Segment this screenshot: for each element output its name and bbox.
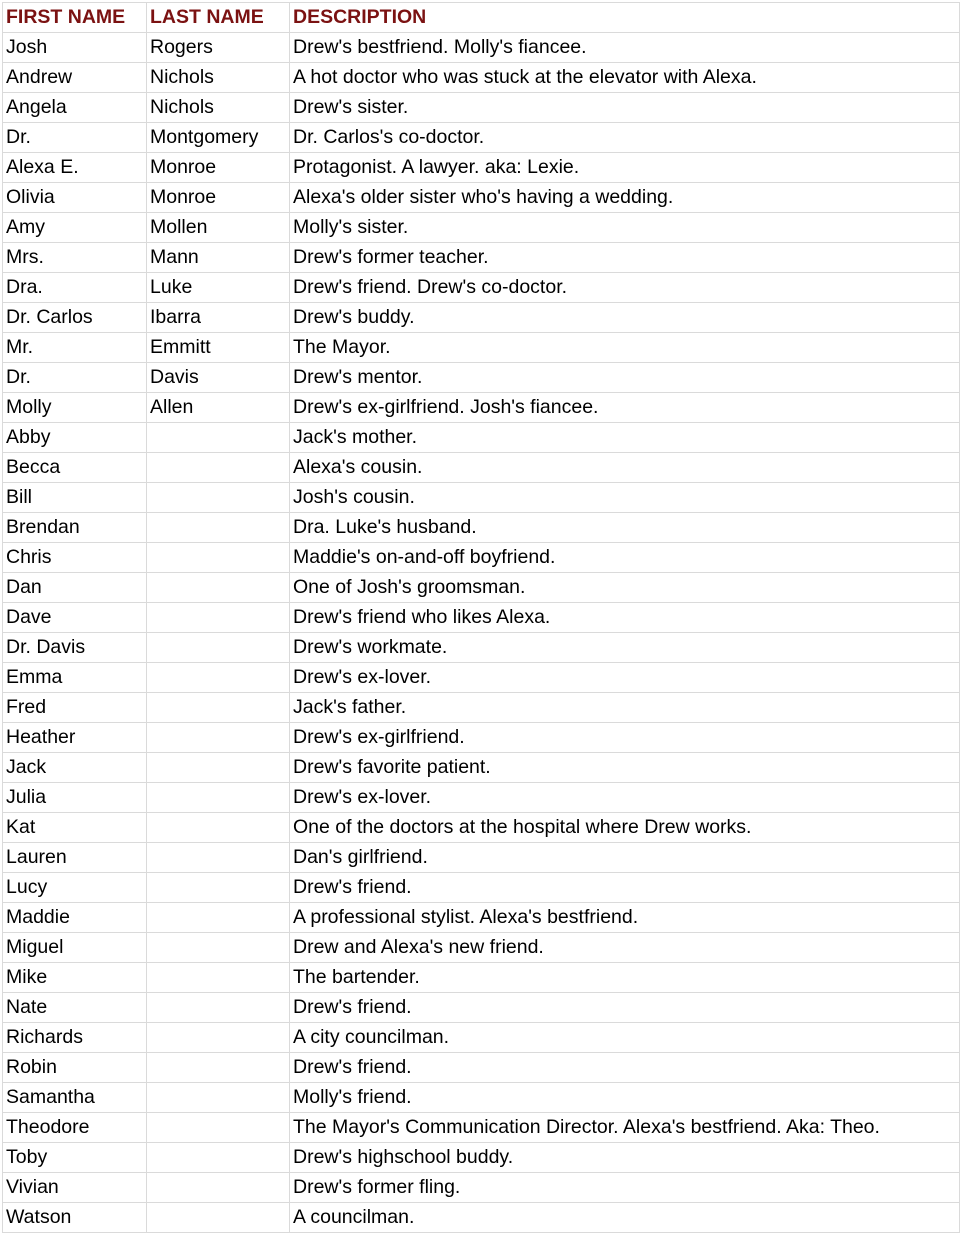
first-name-cell[interactable]: Mrs. — [3, 243, 147, 273]
table-row — [3, 753, 960, 783]
last-name-cell[interactable] — [147, 1173, 290, 1203]
first-name-cell[interactable]: Mr. — [3, 333, 147, 363]
first-name-cell[interactable]: Becca — [3, 453, 147, 483]
table-row — [3, 693, 960, 723]
last-name-cell[interactable] — [147, 723, 290, 753]
description-cell[interactable]: Drew's friend. Drew's co-doctor. — [290, 273, 960, 303]
description-cell[interactable]: Drew's former fling. — [290, 1173, 960, 1203]
first-name-cell[interactable]: Dr. Carlos — [3, 303, 147, 333]
table-row — [3, 423, 960, 453]
table-row — [3, 303, 960, 333]
last-name-cell[interactable]: Monroe — [147, 153, 290, 183]
table-row — [3, 183, 960, 213]
description-cell[interactable]: Drew's favorite patient. — [290, 753, 960, 783]
description-cell[interactable]: Drew's ex-lover. — [290, 783, 960, 813]
first-name-cell[interactable]: Dr. Davis — [3, 633, 147, 663]
description-cell[interactable]: Drew and Alexa's new friend. — [290, 933, 960, 963]
description-cell[interactable]: A councilman. — [290, 1203, 960, 1233]
description-cell[interactable]: The Mayor. — [290, 333, 960, 363]
table-row — [3, 513, 960, 543]
first-name-cell[interactable]: Lucy — [3, 873, 147, 903]
description-cell[interactable]: Drew's workmate. — [290, 633, 960, 663]
last-name-cell[interactable] — [147, 633, 290, 663]
description-cell[interactable]: Dan's girlfriend. — [290, 843, 960, 873]
last-name-cell[interactable] — [147, 1143, 290, 1173]
last-name-cell[interactable] — [147, 873, 290, 903]
first-name-cell[interactable]: Andrew — [3, 63, 147, 93]
last-name-cell[interactable] — [147, 1113, 290, 1143]
last-name-cell[interactable] — [147, 573, 290, 603]
first-name-cell[interactable]: Maddie — [3, 903, 147, 933]
first-name-cell[interactable]: Molly — [3, 393, 147, 423]
description-cell[interactable]: Drew's bestfriend. Molly's fiancee. — [290, 33, 960, 63]
last-name-cell[interactable] — [147, 423, 290, 453]
last-name-cell[interactable] — [147, 843, 290, 873]
description-cell[interactable]: The bartender. — [290, 963, 960, 993]
character-table — [2, 2, 960, 1233]
last-name-cell[interactable] — [147, 693, 290, 723]
last-name-cell[interactable]: Ibarra — [147, 303, 290, 333]
header-description[interactable]: DESCRIPTION — [290, 3, 960, 33]
first-name-cell[interactable]: Fred — [3, 693, 147, 723]
table-row — [3, 393, 960, 423]
first-name-cell[interactable]: Amy — [3, 213, 147, 243]
first-name-cell[interactable]: Brendan — [3, 513, 147, 543]
description-cell[interactable]: Drew's highschool buddy. — [290, 1143, 960, 1173]
table-row — [3, 243, 960, 273]
header-row — [3, 3, 960, 33]
table-row — [3, 1143, 960, 1173]
description-cell[interactable]: Dr. Carlos's co-doctor. — [290, 123, 960, 153]
last-name-cell[interactable] — [147, 453, 290, 483]
first-name-cell[interactable]: Vivian — [3, 1173, 147, 1203]
table-row — [3, 93, 960, 123]
description-cell[interactable]: Drew's friend. — [290, 1053, 960, 1083]
first-name-cell[interactable]: Dr. — [3, 123, 147, 153]
description-cell[interactable]: Jack's mother. — [290, 423, 960, 453]
table-row — [3, 813, 960, 843]
last-name-cell[interactable] — [147, 663, 290, 693]
last-name-cell[interactable] — [147, 753, 290, 783]
table-row — [3, 1023, 960, 1053]
last-name-cell[interactable]: Nichols — [147, 63, 290, 93]
first-name-cell[interactable]: Bill — [3, 483, 147, 513]
description-cell[interactable]: Drew's former teacher. — [290, 243, 960, 273]
first-name-cell[interactable]: Chris — [3, 543, 147, 573]
table-row — [3, 873, 960, 903]
description-cell[interactable]: Drew's buddy. — [290, 303, 960, 333]
table-row — [3, 273, 960, 303]
table-row — [3, 153, 960, 183]
description-cell[interactable]: Alexa's cousin. — [290, 453, 960, 483]
last-name-cell[interactable]: Luke — [147, 273, 290, 303]
description-cell[interactable]: One of the doctors at the hospital where Drew works. — [290, 813, 960, 843]
table-row — [3, 123, 960, 153]
description-cell[interactable]: A hot doctor who was stuck at the elevator with Alexa. — [290, 63, 960, 93]
table-row — [3, 603, 960, 633]
last-name-cell[interactable] — [147, 813, 290, 843]
table-body — [3, 33, 960, 1233]
last-name-cell[interactable] — [147, 963, 290, 993]
description-cell[interactable]: The Mayor's Communication Director. Alexa's bestfriend. Aka: Theo. — [290, 1113, 960, 1143]
first-name-cell[interactable]: Miguel — [3, 933, 147, 963]
first-name-cell[interactable]: Richards — [3, 1023, 147, 1053]
last-name-cell[interactable]: Mollen — [147, 213, 290, 243]
last-name-cell[interactable]: Mann — [147, 243, 290, 273]
table-row — [3, 933, 960, 963]
first-name-cell[interactable]: Alexa E. — [3, 153, 147, 183]
last-name-cell[interactable]: Rogers — [147, 33, 290, 63]
last-name-cell[interactable] — [147, 783, 290, 813]
first-name-cell[interactable]: Abby — [3, 423, 147, 453]
first-name-cell[interactable]: Dan — [3, 573, 147, 603]
table-row — [3, 213, 960, 243]
table-row — [3, 543, 960, 573]
description-cell[interactable]: Dra. Luke's husband. — [290, 513, 960, 543]
header-first-name[interactable]: FIRST NAME — [3, 3, 147, 33]
last-name-cell[interactable] — [147, 903, 290, 933]
last-name-cell[interactable]: Monroe — [147, 183, 290, 213]
first-name-cell[interactable]: Heather — [3, 723, 147, 753]
table-row — [3, 723, 960, 753]
first-name-cell[interactable]: Mike — [3, 963, 147, 993]
first-name-cell[interactable]: Dr. — [3, 363, 147, 393]
last-name-cell[interactable] — [147, 1053, 290, 1083]
first-name-cell[interactable]: Emma — [3, 663, 147, 693]
first-name-cell[interactable]: Jack — [3, 753, 147, 783]
first-name-cell[interactable]: Samantha — [3, 1083, 147, 1113]
last-name-cell[interactable]: Montgomery — [147, 123, 290, 153]
description-cell[interactable]: A professional stylist. Alexa's bestfriend. — [290, 903, 960, 933]
description-cell[interactable]: Drew's friend. — [290, 873, 960, 903]
first-name-cell[interactable]: Lauren — [3, 843, 147, 873]
table-row — [3, 903, 960, 933]
last-name-cell[interactable] — [147, 483, 290, 513]
table-row — [3, 663, 960, 693]
last-name-cell[interactable] — [147, 543, 290, 573]
first-name-cell[interactable]: Kat — [3, 813, 147, 843]
last-name-cell[interactable] — [147, 993, 290, 1023]
description-cell[interactable]: Molly's friend. — [290, 1083, 960, 1113]
description-cell[interactable]: Drew's ex-girlfriend. Josh's fiancee. — [290, 393, 960, 423]
first-name-cell[interactable]: Angela — [3, 93, 147, 123]
description-cell[interactable]: Molly's sister. — [290, 213, 960, 243]
table-row — [3, 1083, 960, 1113]
first-name-cell[interactable]: Dra. — [3, 273, 147, 303]
table-row — [3, 363, 960, 393]
table-row — [3, 633, 960, 663]
description-cell[interactable]: Alexa's older sister who's having a wedding. — [290, 183, 960, 213]
description-cell[interactable]: Drew's ex-girlfriend. — [290, 723, 960, 753]
description-cell[interactable]: Jack's father. — [290, 693, 960, 723]
description-cell[interactable]: Drew's friend. — [290, 993, 960, 1023]
table-row — [3, 1053, 960, 1083]
last-name-cell[interactable]: Allen — [147, 393, 290, 423]
table-row — [3, 1113, 960, 1143]
first-name-cell[interactable]: Robin — [3, 1053, 147, 1083]
table-row — [3, 993, 960, 1023]
last-name-cell[interactable]: Emmitt — [147, 333, 290, 363]
table-row — [3, 1203, 960, 1233]
description-cell[interactable]: One of Josh's groomsman. — [290, 573, 960, 603]
first-name-cell[interactable]: Nate — [3, 993, 147, 1023]
table-row — [3, 483, 960, 513]
table-row — [3, 1173, 960, 1203]
table-row — [3, 33, 960, 63]
table-row — [3, 333, 960, 363]
table-row — [3, 63, 960, 93]
first-name-cell[interactable]: Dave — [3, 603, 147, 633]
table-row — [3, 963, 960, 993]
last-name-cell[interactable] — [147, 513, 290, 543]
first-name-cell[interactable]: Josh — [3, 33, 147, 63]
last-name-cell[interactable] — [147, 1203, 290, 1233]
first-name-cell[interactable]: Olivia — [3, 183, 147, 213]
description-cell[interactable]: A city councilman. — [290, 1023, 960, 1053]
table-row — [3, 783, 960, 813]
description-cell[interactable]: Drew's mentor. — [290, 363, 960, 393]
first-name-cell[interactable]: Watson — [3, 1203, 147, 1233]
description-cell[interactable]: Drew's ex-lover. — [290, 663, 960, 693]
last-name-cell[interactable]: Nichols — [147, 93, 290, 123]
header-last-name[interactable]: LAST NAME — [147, 3, 290, 33]
table-row — [3, 453, 960, 483]
description-cell[interactable]: Drew's friend who likes Alexa. — [290, 603, 960, 633]
first-name-cell[interactable]: Julia — [3, 783, 147, 813]
description-cell[interactable]: Maddie's on-and-off boyfriend. — [290, 543, 960, 573]
last-name-cell[interactable] — [147, 1083, 290, 1113]
last-name-cell[interactable] — [147, 1023, 290, 1053]
last-name-cell[interactable]: Davis — [147, 363, 290, 393]
last-name-cell[interactable] — [147, 933, 290, 963]
first-name-cell[interactable]: Toby — [3, 1143, 147, 1173]
table-row — [3, 843, 960, 873]
description-cell[interactable]: Drew's sister. — [290, 93, 960, 123]
description-cell[interactable]: Protagonist. A lawyer. aka: Lexie. — [290, 153, 960, 183]
first-name-cell[interactable]: Theodore — [3, 1113, 147, 1143]
description-cell[interactable]: Josh's cousin. — [290, 483, 960, 513]
last-name-cell[interactable] — [147, 603, 290, 633]
table-row — [3, 573, 960, 603]
